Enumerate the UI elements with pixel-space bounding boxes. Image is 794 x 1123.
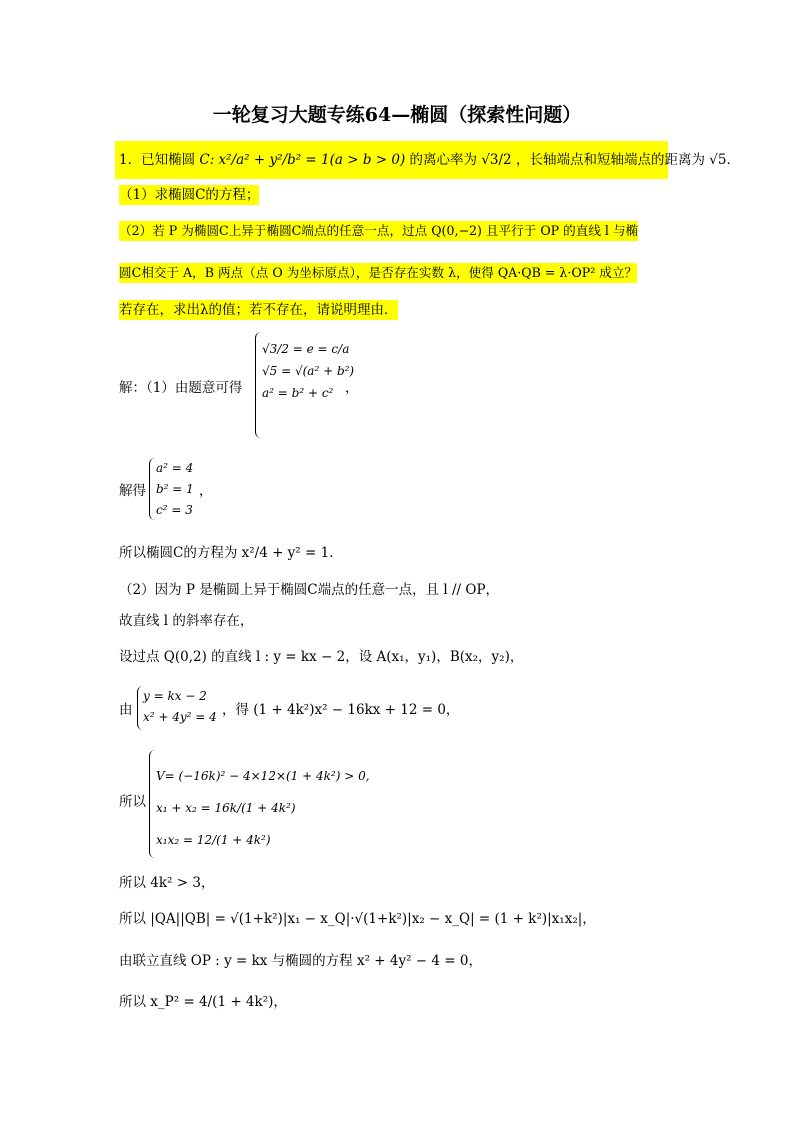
distance-value: √5． [709, 152, 740, 168]
solution-line-4: （2）因为 P 是椭圆上异于椭圆C端点的任意一点，且 l // OP， [119, 582, 500, 598]
system-2-tail: ， [199, 483, 213, 499]
eccentricity-value: √3/2 [481, 152, 512, 168]
system-8-eq-2: x₁ + x₂ = 16k/(1 + 4k²) [156, 801, 296, 815]
system-8 [156, 760, 370, 856]
solution-line-11: 由联立直线 OP : y = kx 与椭圆的方程 x² + 4y² − 4 = 0， [119, 953, 482, 969]
system-1-tail: ， [345, 380, 359, 396]
solution-line-9: 所以 4k² > 3， [119, 875, 215, 891]
distance-text: ，长轴端点和短轴端点的距离为 [515, 152, 705, 168]
system-1-eq-1: √3/2 = e = c/a [262, 342, 350, 356]
page-title: 一轮复习大题专练64—椭圆（探索性问题） [212, 104, 582, 126]
solution-8-label: 所以 [119, 794, 146, 810]
solution-line-3: 所以椭圆C的方程为 x²/4 + y² = 1． [119, 545, 343, 561]
system-8-eq-3: x₁x₂ = 12/(1 + 4k²) [156, 833, 271, 847]
system-1-eq-2: √5 = √(a² + b²) [262, 364, 355, 378]
solution-line-5: 故直线 l 的斜率存在， [119, 613, 254, 629]
system-brace-1 [255, 332, 262, 438]
problem-line-1 [119, 150, 740, 170]
solution-1-label: 解：（1）由题意可得 [119, 380, 243, 396]
system-1-eq-3: a² = b² + c² [262, 386, 334, 400]
system-2 [156, 458, 194, 521]
question-2-line-c: 若存在，求出λ的值；若不存在，请说明理由． [119, 302, 398, 318]
solution-line-6: 设过点 Q(0,2) 的直线 l : y = kx − 2，设 A(x₁，y₁)，B(x₂，y₂)， [119, 649, 524, 665]
system-brace-2 [149, 458, 156, 520]
question-1: （1）求椭圆C的方程； [119, 187, 260, 203]
system-7-tail: ，得 (1 + 4k²)x² − 16kx + 12 = 0， [222, 702, 460, 718]
solution-line-12: 所以 x_P² = 4/(1 + 4k²)， [119, 994, 287, 1010]
system-7-eq-2: x² + 4y² = 4 [143, 710, 217, 724]
system-8-eq-1: V= (−16k)² − 4×12×(1 + 4k²) > 0, [156, 769, 370, 783]
system-2-eq-2: b² = 1 [156, 482, 194, 496]
question-2-line-a: （2）若 P 为椭圆C上异于椭圆C端点的任意一点，过点 Q(0,−2) 且平行于 OP 的直线 l 与椭 [119, 221, 638, 241]
system-brace-8 [149, 750, 156, 858]
system-1 [262, 338, 354, 404]
solution-2-label: 解得 [119, 483, 146, 499]
solution-7-label: 由 [119, 702, 133, 718]
ellipse-equation: C: x²/a² + y²/b² = 1(a > b > 0) [199, 152, 406, 168]
problem-intro-text: 1．已知椭圆 [119, 152, 196, 168]
system-2-eq-1: a² = 4 [156, 461, 194, 475]
system-7 [143, 686, 217, 728]
solution-line-10: 所以 |QA||QB| = √(1+k²)|x₁ − x_Q|·√(1+k²)|x₂ − x_Q| = (1 + k²)|x₁x₂|， [119, 911, 596, 927]
system-2-eq-3: c² = 3 [156, 503, 193, 517]
eccentricity-text: 的离心率为 [409, 152, 478, 168]
system-7-eq-1: y = kx − 2 [143, 689, 207, 703]
question-2-line-b: 圆C相交于 A，B 两点（点 O 为坐标原点），是否存在实数 λ，使得 QA·QB = λ·OP² 成立？ [119, 263, 637, 283]
